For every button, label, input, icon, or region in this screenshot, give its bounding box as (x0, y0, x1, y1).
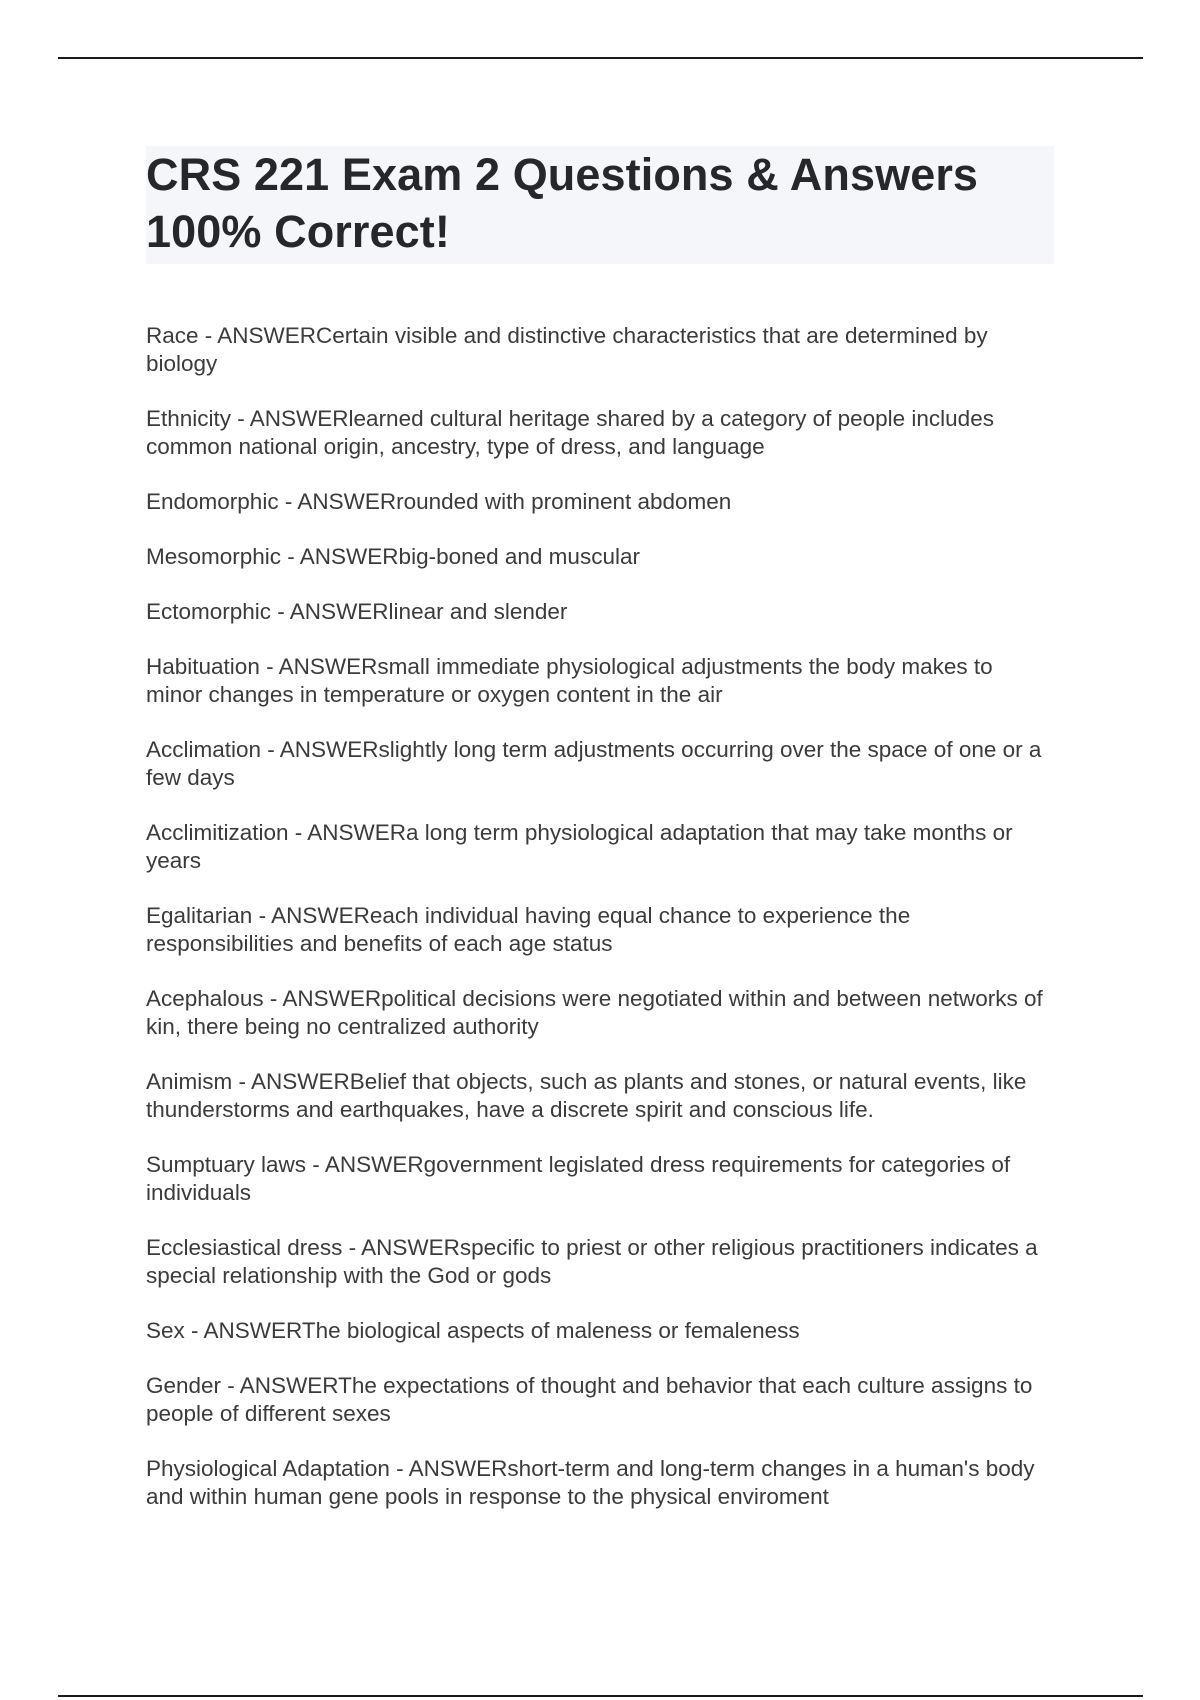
qa-entry-physiological-adaptation: Physiological Adaptation - ANSWERshort-term and long-term changes in a human's body and within human gene pools in response to the physical enviroment (146, 1456, 1035, 1509)
qa-entry-race: Race - ANSWERCertain visible and distinctive characteristics that are determined by biology (146, 323, 988, 376)
qa-entry-sumptuary-laws: Sumptuary laws - ANSWERgovernment legislated dress requirements for categories of individuals (146, 1152, 1011, 1205)
qa-entry-ectomorphic: Ectomorphic - ANSWERlinear and slender (146, 599, 568, 624)
qa-entry-acclimitization: Acclimitization - ANSWERa long term physiological adaptation that may take months or years (146, 820, 1013, 873)
qa-entry-egalitarian: Egalitarian - ANSWEReach individual having equal chance to experience the responsibilities and benefits of each age status (146, 903, 911, 956)
qa-entry-animism: Animism - ANSWERBelief that objects, such as plants and stones, or natural events, like thunderstorms and earthquakes, have a discrete spirit and conscious life. (146, 1069, 1027, 1122)
qa-list (146, 322, 1054, 1511)
header-rule (58, 57, 1143, 59)
qa-entry-acclimation: Acclimation - ANSWERslightly long term adjustments occurring over the space of one or a few days (146, 737, 1042, 790)
qa-entry-ethnicity: Ethnicity - ANSWERlearned cultural heritage shared by a category of people includes common national origin, ancestry, type of dress, and language (146, 406, 994, 459)
qa-entry-habituation: Habituation - ANSWERsmall immediate physiological adjustments the body makes to minor changes in temperature or oxygen content in the air (146, 654, 993, 707)
footer-rule (58, 1695, 1143, 1697)
qa-entry-gender: Gender - ANSWERThe expectations of thought and behavior that each culture assigns to people of different sexes (146, 1373, 1033, 1426)
qa-entry-sex: Sex - ANSWERThe biological aspects of maleness or femaleness (146, 1318, 800, 1343)
qa-entry-mesomorphic: Mesomorphic - ANSWERbig-boned and muscular (146, 544, 640, 569)
qa-entry-ecclesiastical-dress: Ecclesiastical dress - ANSWERspecific to priest or other religious practitioners indicates a special relationship with the God or gods (146, 1235, 1038, 1288)
title-block (146, 146, 1054, 264)
qa-entry-endomorphic: Endomorphic - ANSWERrounded with prominent abdomen (146, 489, 732, 514)
qa-entry-acephalous: Acephalous - ANSWERpolitical decisions were negotiated within and between networks of kin, there being no centralized authority (146, 986, 1043, 1039)
document-body (146, 146, 1054, 1538)
document-title: CRS 221 Exam 2 Questions & Answers 100% Correct! (146, 149, 979, 257)
